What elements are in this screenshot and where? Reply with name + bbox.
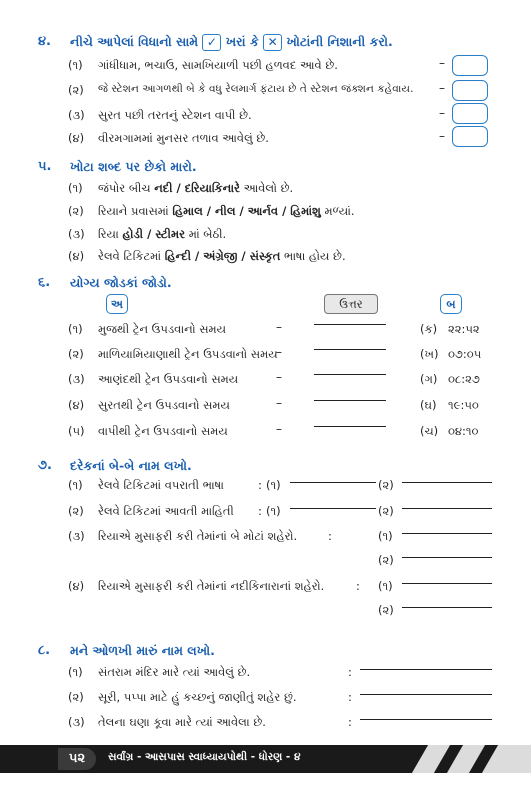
s6-item-5-text: વાપીથી ટ્રેન ઉપડવાનો સમય	[98, 424, 228, 438]
s8-item-3-number: (૩)	[68, 715, 85, 729]
s7-item-3-blank-2[interactable]	[402, 557, 492, 558]
s5-item-4-number: (૪)	[68, 249, 85, 263]
s7-item-2-number: (૨)	[68, 504, 84, 518]
s7-item-2-blank-1-label: (૧)	[266, 504, 281, 518]
s7-item-3-number: (૩)	[68, 529, 85, 543]
s6-item-2-dash: –	[276, 345, 282, 359]
section-7-number: ૭.	[38, 458, 52, 473]
page-footer	[0, 745, 531, 773]
s5-item-4-text	[98, 249, 346, 264]
s7-item-3-blank-1[interactable]	[402, 533, 492, 534]
s6-item-4-answer-line[interactable]	[314, 400, 386, 401]
s6-item-3-number: (૩)	[68, 372, 85, 386]
column-a-header: અ	[106, 294, 128, 314]
s7-item-4-text: રિયાએ મુસાફરી કરી તેમાંનાં નદીકિનારાનાં શહેરો.	[98, 579, 325, 593]
s7-item-4-blank-1[interactable]	[402, 583, 492, 584]
s7-item-2-colon: :	[258, 504, 262, 518]
s4-item-4-answer-box[interactable]	[452, 126, 488, 147]
s7-item-3-blank-1-label: (૧)	[378, 529, 393, 543]
s5-item-2-options: હિમાલ / નીલ / આર્નવ / હિમાંશુ	[172, 204, 321, 218]
s6-item-1-dash: –	[276, 320, 282, 334]
s5-item-2-text	[98, 204, 355, 219]
s4-item-1-dash: –	[439, 56, 445, 70]
s7-item-1-blank-2[interactable]	[402, 482, 492, 483]
s7-item-2-blank-1[interactable]	[290, 508, 376, 509]
s6-option-2-letter: (ખ)	[420, 347, 439, 361]
s6-option-4-time: ૧૯:૫૦	[448, 398, 479, 412]
s6-item-2-answer-line[interactable]	[314, 349, 386, 350]
s5-item-3-number: (૩)	[68, 227, 85, 241]
s4-item-2-answer-box[interactable]	[452, 80, 488, 101]
s6-item-3-text: આણંદથી ટ્રેન ઉપડવાનો સમય	[98, 372, 239, 386]
s8-item-1-answer-line[interactable]	[360, 669, 492, 670]
s7-item-2-blank-2-label: (૨)	[378, 504, 394, 518]
s8-item-1-text: સંતરામ મંદિર મારે ત્યાં આવેલું છે.	[98, 665, 251, 679]
s6-item-2-text: માળિયામિયાણાથી ટ્રેન ઉપડવાનો સમય	[98, 347, 278, 361]
section-4-title	[70, 34, 393, 51]
s8-item-1-colon: :	[348, 665, 352, 679]
s7-item-4-blank-2[interactable]	[402, 607, 492, 608]
s6-item-5-answer-line[interactable]	[314, 426, 386, 427]
s5-item-4-options: હિન્દી / અંગ્રેજી / સંસ્કૃત	[164, 249, 281, 263]
footer-stripe-1	[412, 745, 450, 773]
s6-option-5-time: ૦૪:૧૦	[448, 424, 479, 438]
s6-option-1-letter: (ક)	[420, 322, 438, 336]
footer-stripe-2	[447, 745, 485, 773]
section-4-title-pre: નીચે આપેલાં વિધાનો સામે	[70, 34, 199, 49]
s7-item-4-colon: :	[356, 579, 360, 593]
section-6-number: ૬.	[38, 275, 51, 290]
s5-item-1-options: નદી / દરિયાકિનારે	[154, 181, 240, 195]
section-8-title: મને ઓળખી મારું નામ લખો.	[70, 643, 215, 658]
answer-column-header: ઉત્તર	[324, 294, 378, 314]
s5-item-3-a: રિયા	[98, 227, 123, 241]
s4-item-4-number: (૪)	[68, 131, 85, 145]
section-8-number: ૮.	[38, 643, 51, 658]
s4-item-1-text: ગાંધીધામ, ભચાઉ, સામખિયાળી પછી હળવદ આવે છે.	[98, 58, 338, 72]
s5-item-1-text	[98, 181, 293, 196]
s5-item-1-number: (૧)	[68, 181, 83, 195]
s6-option-2-time: ૦૭:૦૫	[448, 347, 482, 361]
column-b-header: બ	[440, 294, 462, 314]
s5-item-4-a: રેલવે ટિકિટમાં	[98, 249, 165, 263]
s6-item-5-number: (૫)	[68, 424, 85, 438]
section-4-title-mid: ખરાં કે	[225, 34, 259, 49]
s7-item-3-text: રિયાએ મુસાફરી કરી તેમાંનાં બે મોટાં શહેરો.	[98, 529, 298, 543]
s7-item-1-blank-1-label: (૧)	[266, 478, 281, 492]
s8-item-3-answer-line[interactable]	[360, 719, 492, 720]
s6-item-3-dash: –	[276, 370, 282, 384]
s7-item-3-blank-2-label: (૨)	[378, 553, 394, 567]
section-5-title: ખોટા શબ્દ પર છેકો મારો.	[70, 159, 197, 174]
s7-item-1-number: (૧)	[68, 478, 83, 492]
cross-icon: ✕	[263, 34, 282, 51]
s7-item-1-blank-2-label: (૨)	[378, 478, 394, 492]
s4-item-2-number: (૨)	[68, 83, 84, 97]
s5-item-1-c: આવેલો છે.	[239, 181, 294, 195]
s7-item-4-blank-1-label: (૧)	[378, 579, 393, 593]
s5-item-2-a: રિયાને પ્રવાસમાં	[98, 204, 173, 218]
s6-option-3-letter: (ગ)	[420, 372, 438, 386]
s6-option-1-time: ૨૨:૫૨	[448, 322, 480, 336]
s6-item-1-text: મુજથી ટ્રેન ઉપડવાનો સમય	[98, 322, 227, 336]
s7-item-4-blank-2-label: (૨)	[378, 603, 394, 617]
s7-item-1-colon: :	[258, 478, 262, 492]
s8-item-2-text: સૂરી, પપ્પા માટે હું કચ્છનું જાણીતું શહેર છું.	[98, 690, 297, 704]
s4-item-3-text: સુરત પછી તરતનું સ્ટેશન વાપી છે.	[98, 108, 252, 122]
s4-item-3-number: (૩)	[68, 108, 85, 122]
s6-item-2-number: (૨)	[68, 347, 84, 361]
s7-item-2-blank-2[interactable]	[402, 508, 492, 509]
s6-option-3-time: ૦૮:૨૭	[448, 372, 480, 386]
s5-item-4-c: ભાષા હોય છે.	[280, 249, 346, 263]
s6-item-1-answer-line[interactable]	[314, 324, 386, 325]
s4-item-2-text: જે સ્ટેશન આગળથી બે કે વધુ રેલમાર્ગ ફંટાય છે તે સ્ટેશન જંક્શન કહેવાય.	[98, 83, 414, 95]
s7-item-1-text: રેલવે ટિકિટમાં વપરાતી ભાષા	[98, 478, 224, 492]
section-4-title-post: ખોટાંની નિશાની કરો.	[286, 34, 393, 49]
s5-item-2-c: મળ્યાં.	[320, 204, 355, 218]
s8-item-2-number: (૨)	[68, 690, 84, 704]
s6-item-5-dash: –	[276, 422, 282, 436]
s7-item-3-colon: :	[328, 529, 332, 543]
s8-item-2-answer-line[interactable]	[360, 694, 492, 695]
section-5-number: ૫.	[38, 159, 52, 174]
s8-item-3-text: તેલના ઘણા કૂવા મારે ત્યાં આવેલા છે.	[98, 715, 266, 729]
page-number: ૫૨	[58, 748, 96, 770]
s6-item-4-dash: –	[276, 396, 282, 410]
s5-item-3-c: માં બેઠી.	[185, 227, 227, 241]
s5-item-3-text	[98, 227, 226, 242]
footer-book-title: સર્વાંગ્ર - આસપાસ સ્વાધ્યાયપોથી - ધોરણ - ૪	[108, 751, 301, 763]
s4-item-1-answer-box[interactable]	[452, 55, 488, 76]
s7-item-2-text: રેલવે ટિકિટમાં આવતી માહિતી	[98, 504, 234, 518]
s7-item-4-number: (૪)	[68, 579, 85, 593]
s6-item-1-number: (૧)	[68, 322, 83, 336]
s6-option-5-letter: (ચ)	[420, 424, 439, 438]
s5-item-2-number: (૨)	[68, 204, 84, 218]
section-7-title: દરેકનાં બે-બે નામ લખો.	[70, 458, 192, 473]
s8-item-2-colon: :	[348, 690, 352, 704]
s8-item-1-number: (૧)	[68, 665, 83, 679]
section-4-number: ૪.	[38, 34, 51, 49]
tick-icon: ✓	[202, 34, 221, 51]
s4-item-3-answer-box[interactable]	[452, 103, 488, 124]
s4-item-4-text: વીરમગામમાં મુનસર તળાવ આવેલું છે.	[98, 131, 269, 145]
s6-item-4-text: સુરતથી ટ્રેન ઉપડવાનો સમય	[98, 398, 230, 412]
footer-stripe-3	[482, 745, 531, 773]
s5-item-3-options: હોડી / સ્ટીમર	[122, 227, 186, 241]
s4-item-1-number: (૧)	[68, 58, 83, 72]
s4-item-4-dash: –	[439, 129, 445, 143]
s4-item-3-dash: –	[439, 106, 445, 120]
section-6-title: યોગ્ય જોડકાં જોડો.	[70, 275, 172, 290]
s6-item-4-number: (૪)	[68, 398, 85, 412]
s7-item-1-blank-1[interactable]	[290, 482, 376, 483]
s4-item-2-dash: –	[439, 81, 445, 95]
s5-item-1-a: જંપોર બીચ	[98, 181, 155, 195]
s6-item-3-answer-line[interactable]	[314, 374, 386, 375]
s6-option-4-letter: (ઘ)	[420, 398, 437, 412]
s8-item-3-colon: :	[348, 715, 352, 729]
